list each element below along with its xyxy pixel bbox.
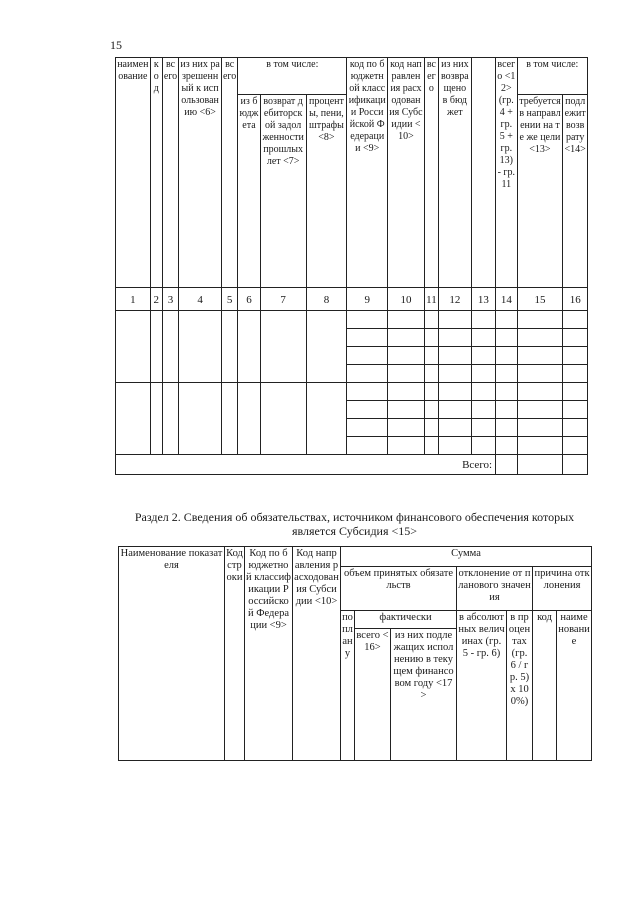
header-to-return: подлежит возврату <14> <box>563 95 588 288</box>
table-cell <box>347 365 388 383</box>
table-cell <box>179 383 222 455</box>
table-cell <box>496 347 517 365</box>
table-cell <box>238 383 260 455</box>
col-number: 1 <box>116 288 151 311</box>
header-total-formula: всего <12> (гр. 4 + гр. 5 + гр. 13) - гр. 11 <box>496 58 517 288</box>
header-col13 <box>471 58 495 288</box>
table-cell <box>471 437 495 455</box>
header-name: наименование <box>116 58 151 288</box>
table-cell <box>563 347 588 365</box>
header-absolute: в абсолютных величинах (гр. 5 - гр. 6) <box>457 611 507 761</box>
table-cell <box>496 311 517 329</box>
table-cell <box>388 365 425 383</box>
table-cell <box>496 401 517 419</box>
header-in-total-2: в том числе: <box>517 58 587 95</box>
header-budget-code: Код по бюджетной классификации Российской Федерации <9> <box>245 547 293 761</box>
header-direction-code: код направления расходования Субсидии <10> <box>388 58 425 288</box>
column-numbers-row <box>116 288 588 311</box>
col-number: 13 <box>471 288 495 311</box>
col-number: 15 <box>517 288 563 311</box>
header-code: код <box>150 58 162 288</box>
col-number: 9 <box>347 288 388 311</box>
table-cell <box>471 329 495 347</box>
table-cell <box>517 347 563 365</box>
table-cell <box>517 419 563 437</box>
col-number: 2 <box>150 288 162 311</box>
table-cell <box>347 347 388 365</box>
table-cell <box>347 437 388 455</box>
header-total-3: всего <box>424 58 438 288</box>
header-actual: фактически <box>355 611 457 629</box>
table-cell <box>347 419 388 437</box>
col-number: 3 <box>162 288 178 311</box>
table-cell <box>347 329 388 347</box>
table-cell <box>439 437 472 455</box>
table-cell <box>347 383 388 401</box>
table-cell <box>563 311 588 329</box>
table-cell <box>116 383 151 455</box>
table-cell <box>439 311 472 329</box>
table-cell <box>517 455 563 475</box>
header-percent: в процентах (гр. 6 / гр. 5) x 100%) <box>507 611 533 761</box>
col-number: 11 <box>424 288 438 311</box>
header-returned: из них возвращено в бюджет <box>439 58 472 288</box>
table-cell <box>471 401 495 419</box>
table-cell <box>221 311 237 383</box>
table-cell <box>260 311 306 383</box>
table-cell <box>424 365 438 383</box>
table-cell <box>424 383 438 401</box>
col-number: 7 <box>260 288 306 311</box>
table-cell <box>162 383 178 455</box>
header-allowed: из них разрешенный к использованию <6> <box>179 58 222 288</box>
header-direction-code: Код направления расходования Субсидии <10> <box>293 547 341 761</box>
table-cell <box>424 419 438 437</box>
header-budget-code: код по бюджетной классификации Российской Федерации <9> <box>347 58 388 288</box>
table-cell <box>424 437 438 455</box>
table-cell <box>306 383 347 455</box>
table-cell <box>424 401 438 419</box>
table-cell <box>563 419 588 437</box>
header-reason-code: код <box>533 611 557 761</box>
header-reason-name: наименование <box>557 611 592 761</box>
table-cell <box>517 383 563 401</box>
col-number: 4 <box>179 288 222 311</box>
col-number: 5 <box>221 288 237 311</box>
table-cell <box>439 347 472 365</box>
table-cell <box>517 401 563 419</box>
header-required: требуется в направлении на те же цели <13> <box>517 95 563 288</box>
table-cell <box>563 383 588 401</box>
table-cell <box>179 311 222 383</box>
table-cell <box>162 311 178 383</box>
table-cell <box>496 437 517 455</box>
table-cell <box>471 347 495 365</box>
header-from-budget: из бюджета <box>238 95 260 288</box>
table-cell <box>496 383 517 401</box>
report-table-1 <box>115 57 588 475</box>
table-cell <box>388 311 425 329</box>
section-2-line1: Раздел 2. Сведения об обязательствах, источником финансового обеспечения которых <box>134 510 575 524</box>
table-cell <box>424 329 438 347</box>
table-cell <box>471 311 495 329</box>
table-cell <box>439 419 472 437</box>
table-cell <box>424 311 438 329</box>
table-cell <box>388 419 425 437</box>
table-cell <box>563 401 588 419</box>
table-cell <box>563 437 588 455</box>
obligations-table <box>118 546 592 761</box>
header-by-plan: по плану <box>341 611 355 761</box>
table-cell <box>563 329 588 347</box>
header-actual-total: всего <16> <box>355 629 391 761</box>
table-cell <box>306 311 347 383</box>
table-cell <box>471 383 495 401</box>
table-cell <box>563 455 588 475</box>
table-cell <box>439 365 472 383</box>
col-number: 10 <box>388 288 425 311</box>
header-deviation: отклонение от планового значения <box>457 567 533 611</box>
table-cell <box>347 311 388 329</box>
header-obligations-volume: объем принятых обязательств <box>341 567 457 611</box>
total-label: Всего: <box>116 455 496 475</box>
col-number: 6 <box>238 288 260 311</box>
table-cell <box>388 437 425 455</box>
header-indicator-name: Наименование показателя <box>119 547 225 761</box>
table-cell <box>347 401 388 419</box>
header-deviation-reason: причина отклонения <box>533 567 592 611</box>
section-2-title <box>118 510 591 538</box>
table-cell <box>439 401 472 419</box>
col-number: 16 <box>563 288 588 311</box>
table-cell <box>517 437 563 455</box>
col-number: 14 <box>496 288 517 311</box>
table-cell <box>471 365 495 383</box>
table-cell <box>116 311 151 383</box>
header-receivables: возврат дебиторской задолженности прошлых лет <7> <box>260 95 306 288</box>
header-total: всего <box>162 58 178 288</box>
col-number: 12 <box>439 288 472 311</box>
table-cell <box>388 401 425 419</box>
table-cell <box>238 311 260 383</box>
table-cell <box>471 419 495 437</box>
table-cell <box>150 311 162 383</box>
table-cell <box>388 329 425 347</box>
table-cell <box>517 365 563 383</box>
header-actual-current-year: из них подлежащих исполнению в текущем финансовом году <17> <box>391 629 457 761</box>
table-cell <box>496 329 517 347</box>
table-cell <box>517 311 563 329</box>
header-row-code: Код строки <box>225 547 245 761</box>
table-cell <box>563 365 588 383</box>
section-2-line2: является Субсидия <15> <box>291 524 418 538</box>
table-cell <box>496 455 517 475</box>
total-row <box>116 455 588 475</box>
col-number: 8 <box>306 288 347 311</box>
header-sum: Сумма <box>341 547 592 567</box>
table-cell <box>517 329 563 347</box>
table-cell <box>221 383 237 455</box>
table-cell <box>439 329 472 347</box>
table-cell <box>496 419 517 437</box>
table-cell <box>260 383 306 455</box>
header-total-2: всего <box>221 58 237 288</box>
table-cell <box>424 347 438 365</box>
table-cell <box>496 365 517 383</box>
header-penalties: проценты, пени, штрафы <8> <box>306 95 347 288</box>
table-cell <box>439 383 472 401</box>
header-in-total: в том числе: <box>238 58 347 95</box>
table-cell <box>388 383 425 401</box>
table-cell <box>388 347 425 365</box>
page-number: 15 <box>110 38 122 52</box>
table-cell <box>150 383 162 455</box>
